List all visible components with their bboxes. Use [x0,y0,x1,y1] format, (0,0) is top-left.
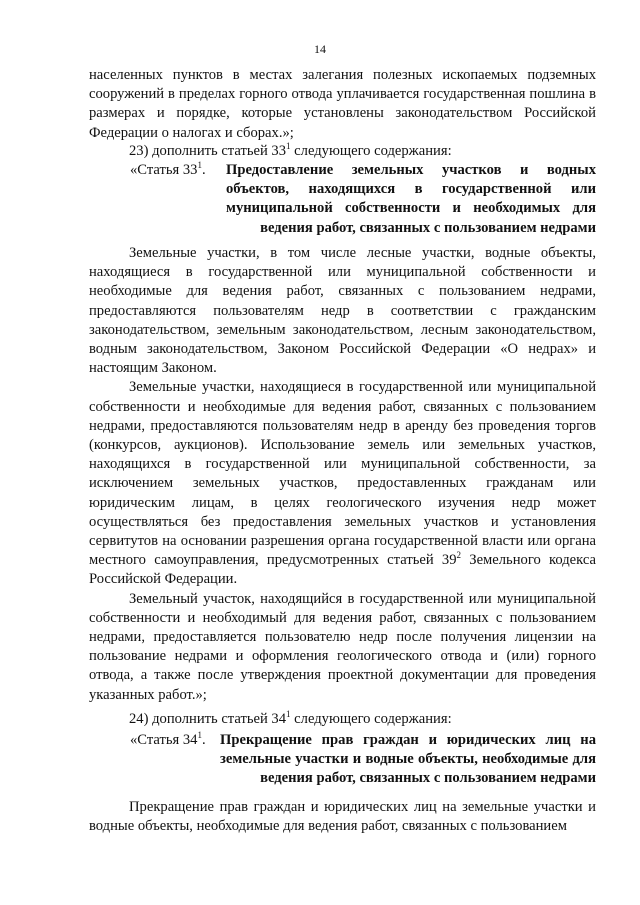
intro-paragraph-block [89,66,596,143]
item-23 [89,142,596,161]
item-24-line [89,710,596,729]
item-23-line [89,142,596,161]
item-23-suffix: следующего содержания: [290,143,452,159]
article-34-heading [130,731,596,789]
article-33-paragraph-2-end: Земельного кодекса Российской Федерации. [89,552,596,588]
item-23-text: 23) дополнить статьей 33 [129,143,287,159]
article-34-prefix-text: «Статья 34 [130,732,198,748]
article-34-prefix [130,731,206,750]
item-24 [89,710,596,729]
article-33-paragraph-2-text: Земельные участки, находящиеся в государственной или муниципальной собственности и необходимые для ведения работ, связанных с пользованием недрами, предоставляются пользователям недр в аренду без проведения торгов (конкурсов, аукционов). Использование земель или земельных участков, находящихся в государственной или муниципальной собственности, за исключением земельных участков, предоставленных гражданам или юридическим лицам, в целях геологического изучения недр может осуществляться без предоставления земельных участков и установления сервитутов на основании разрешения органа государственной власти или органа местного самоуправления, предусмотренных статьей 39 [89,379,596,569]
article-33-prefix-sup: 1 [197,160,202,171]
intro-paragraph: населенных пунктов в местах залегания полезных ископаемых подземных сооружений в пределах горного отвода уплачивается государственная пошлина в размерах и порядке, которые установлены законодательством Российской Федерации о налогах и сборах.»; [89,67,596,141]
item-24-suffix: следующего содержания: [290,711,452,727]
article-33-body [89,244,596,705]
item-23-sup: 1 [286,141,291,152]
article-33-paragraph-2 [89,378,596,589]
article-33-prefix [130,161,206,180]
article-34-paragraph-1: Прекращение прав граждан и юридических лиц на земельные участки и водные объекты, необходимые для ведения работ, связанных с пользованием [89,799,596,835]
article-34-title: Прекращение прав граждан и юридических лиц на земельные участки и водные объекты, необходимые для ведения работ, связанных с пользованием недрами [220,732,596,787]
item-24-text: 24) дополнить статьей 34 [129,711,287,727]
article-33-heading [130,161,596,238]
article-33-prefix-text: «Статья 33 [130,162,198,178]
article-33-prefix-end: . [201,162,206,178]
page-number: 14 [314,42,326,56]
article-33-paragraph-3: Земельный участок, находящийся в государственной или муниципальной собственности и необходимый для ведения работ, связанных с пользованием недрами, предоставляется пользователю недр после получения лицензии на пользование недрами и оформления геологического отвода и (или) горного отвода, а также после утверждения проектной документации для проведения указанных работ.»; [89,590,596,703]
item-24-sup: 1 [286,709,291,720]
article-34-prefix-end: . [201,732,206,748]
article-33-paragraph-1: Земельные участки, в том числе лесные участки, водные объекты, находящиеся в государственной или муниципальной собственности и необходимые для ведения работ, связанных с пользованием недрами, предоставляются пользователям недр в соответствии с гражданским законодательством, земельным законодательством, лесным законодательством, водным законодательством, Законом Российской Федерации «О недрах» и настоящим Законом. [89,245,596,377]
article-34-prefix-sup: 1 [197,730,202,741]
article-33-title: Предоставление земельных участков и водных объектов, находящихся в государственной или муниципальной собственности и необходимых для ведения работ, связанных с пользованием недрами [226,162,596,236]
article-34-body [89,798,596,836]
article-33-paragraph-2-sup: 2 [456,550,461,561]
